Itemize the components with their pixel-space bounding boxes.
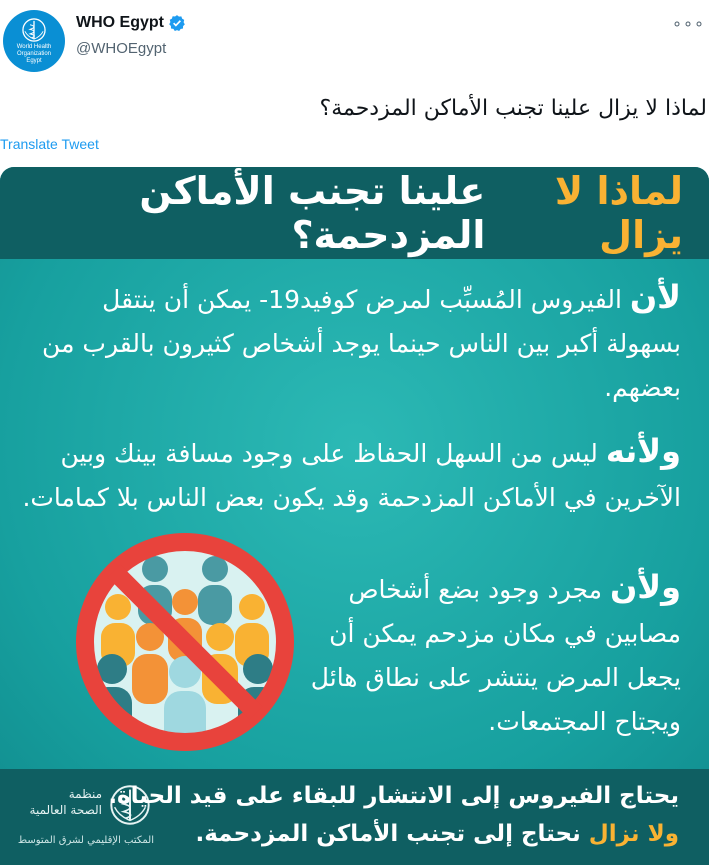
account-name[interactable]: WHO Egypt bbox=[76, 14, 164, 31]
avatar[interactable] bbox=[3, 10, 65, 72]
account-handle[interactable]: @WHOEgypt bbox=[76, 40, 167, 57]
translate-tweet-link[interactable]: Translate Tweet bbox=[0, 136, 99, 152]
tweet-image-card[interactable] bbox=[0, 167, 709, 865]
paragraph-2 bbox=[21, 429, 681, 520]
paragraph-3 bbox=[301, 565, 681, 744]
bottom-banner bbox=[0, 769, 709, 865]
bottom-line-2 bbox=[196, 821, 680, 847]
more-options-icon[interactable]: ∘∘∘ bbox=[671, 14, 705, 33]
logo-text-2: الصحة العالمية bbox=[29, 803, 102, 817]
paragraph-3-text: مجرد وجود بضع أشخاص مصابين في مكان مزدحم يمكن أن يجعل المرض ينتشر على نطاق هائل ويجتاح المجتمعات. bbox=[310, 575, 681, 736]
avatar-line-3: Egypt bbox=[26, 58, 42, 64]
who-emblem-icon bbox=[21, 17, 47, 43]
paragraph-1-lead: لأن bbox=[629, 278, 681, 316]
tweet-text: لماذا لا يزال علينا تجنب الأماكن المزدحمة؟ bbox=[319, 96, 707, 121]
paragraph-1-text: الفيروس المُسبِّب لمرض كوفيد19- يمكن أن ينتقل بسهولة أكبر بين الناس حينما يوجد أشخاص كثيرون بالقرب من بعضهم. bbox=[42, 285, 681, 402]
bottom-line-1: يحتاج الفيروس إلى الانتشار للبقاء على قيد الحياة. bbox=[108, 783, 679, 809]
paragraph-3-lead: ولأن bbox=[609, 568, 681, 606]
account-name-row[interactable] bbox=[76, 14, 186, 32]
logo-text-1: منظمة bbox=[68, 787, 102, 801]
paragraph-2-lead: ولأنه bbox=[605, 432, 681, 470]
card-title-rest: علينا تجنب الأماكن المزدحمة؟ bbox=[139, 169, 486, 257]
bottom-line-2-highlight: ولا نزال bbox=[588, 821, 679, 847]
card-title bbox=[0, 167, 709, 259]
paragraph-1 bbox=[21, 275, 681, 410]
avatar-line-2: Organization bbox=[16, 51, 52, 57]
paragraph-2-text: ليس من السهل الحفاظ على وجود مسافة بينك وبين الآخرين في الأماكن المزدحمة وقد يكون بعض الناس بلا كمامات. bbox=[22, 439, 681, 512]
logo-text-3: المكتب الإقليمي لشرق المتوسط bbox=[17, 835, 154, 846]
bottom-line-2-rest: نحتاج إلى تجنب الأماكن المزدحمة. bbox=[195, 821, 589, 847]
verified-badge-icon bbox=[168, 14, 186, 32]
no-crowds-icon bbox=[70, 527, 300, 757]
card-title-highlight: لماذا لا يزال bbox=[554, 169, 683, 257]
avatar-line-1: World Health bbox=[16, 44, 52, 50]
